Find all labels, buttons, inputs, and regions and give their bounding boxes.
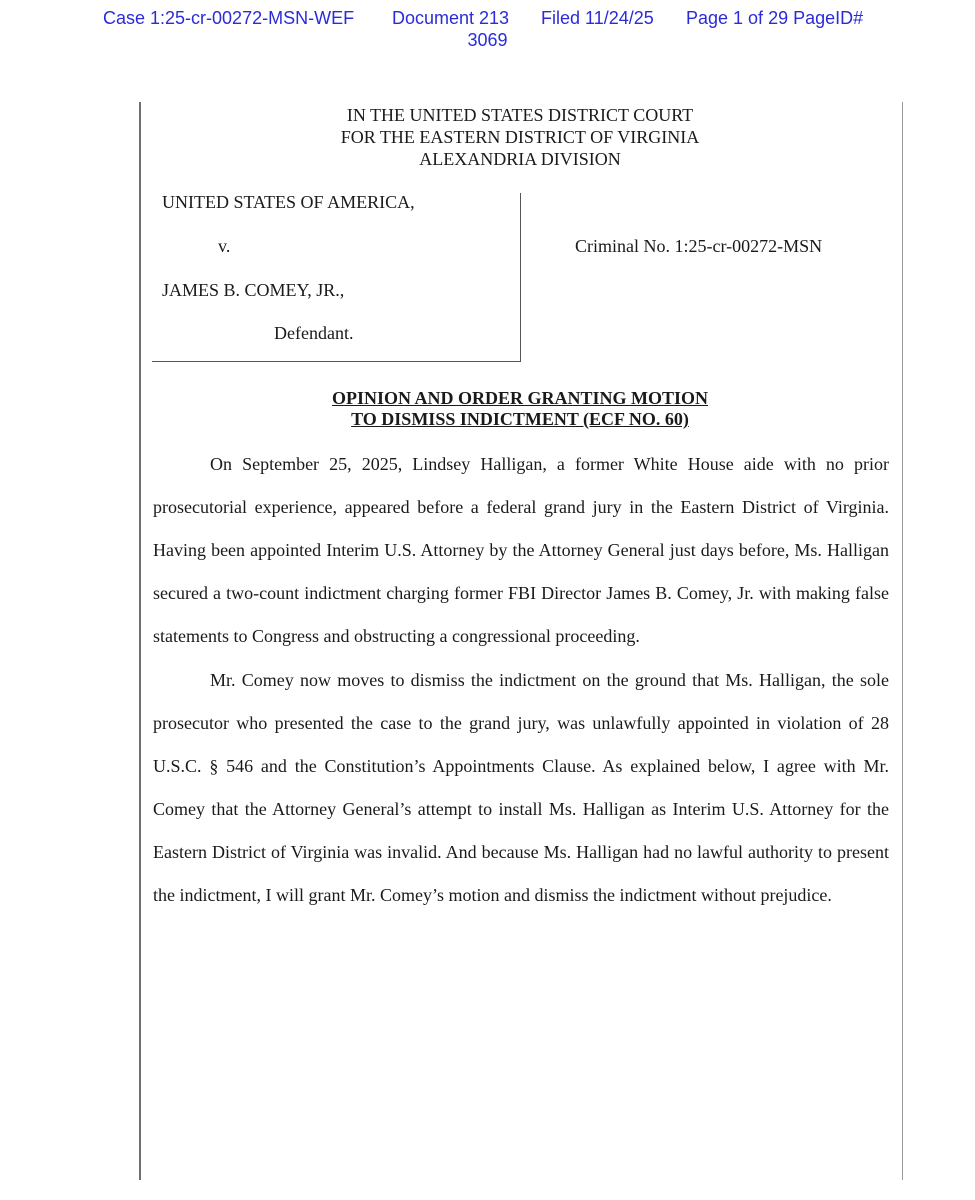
caption-criminal-number: Criminal No. 1:25-cr-00272-MSN	[575, 236, 823, 256]
page-left-border	[139, 102, 141, 1180]
caption-plaintiff: UNITED STATES OF AMERICA,	[162, 192, 415, 212]
body-paragraph-1: On September 25, 2025, Lindsey Halligan, a former White House aide with no prior prosecutorial experience, appeared before a federal grand jury in the Eastern District of Virginia. Having been appointed Interim U.S. Attorney by the Attorney General just days before, Ms. Halligan secured a two-count indictment charging former FBI Director James B. Comey, Jr. with making false statements to Congress and obstructing a congressional proceeding.	[153, 454, 889, 646]
body-paragraph-2: Mr. Comey now moves to dismiss the indictment on the ground that Ms. Halligan, the sole prosecutor who presented the case to the grand jury, was unlawfully appointed in violation of 28 U.S.C. § 546 and the Constitution’s Appointments Clause. As explained below, I agree with Mr. Comey that the Attorney General’s attempt to install Ms. Halligan as Interim U.S. Attorney for the Eastern District of Virginia was invalid. And because Ms. Halligan had no lawful authority to present the indictment, I will grant Mr. Comey’s motion and dismiss the indictment without prejudice.	[153, 670, 889, 905]
court-line-1: IN THE UNITED STATES DISTRICT COURT	[346, 105, 694, 125]
court-line-2: FOR THE EASTERN DISTRICT OF VIRGINIA	[340, 127, 700, 147]
caption-defendant-label: Defendant.	[274, 323, 354, 343]
ecf-page-info: Page 1 of 29 PageID#	[686, 8, 864, 28]
ecf-case-number: Case 1:25-cr-00272-MSN-WEF	[103, 8, 355, 28]
page-right-border	[902, 102, 903, 1180]
opinion-title-line-2: TO DISMISS INDICTMENT (ECF NO. 60)	[351, 409, 689, 429]
court-line-3: ALEXANDRIA DIVISION	[419, 149, 621, 169]
court-heading	[0, 104, 975, 170]
caption-horizontal-rule	[152, 361, 521, 362]
opinion-title	[0, 388, 975, 430]
ecf-filed-date: Filed 11/24/25	[541, 8, 654, 28]
ecf-page-id: 3069	[467, 30, 508, 50]
caption-defendant-name: JAMES B. COMEY, JR.,	[162, 280, 345, 300]
opinion-title-line-1: OPINION AND ORDER GRANTING MOTION	[331, 388, 709, 408]
caption-versus: v.	[218, 236, 231, 256]
caption-vertical-rule	[520, 193, 521, 361]
ecf-document-number: Document 213	[392, 8, 510, 28]
